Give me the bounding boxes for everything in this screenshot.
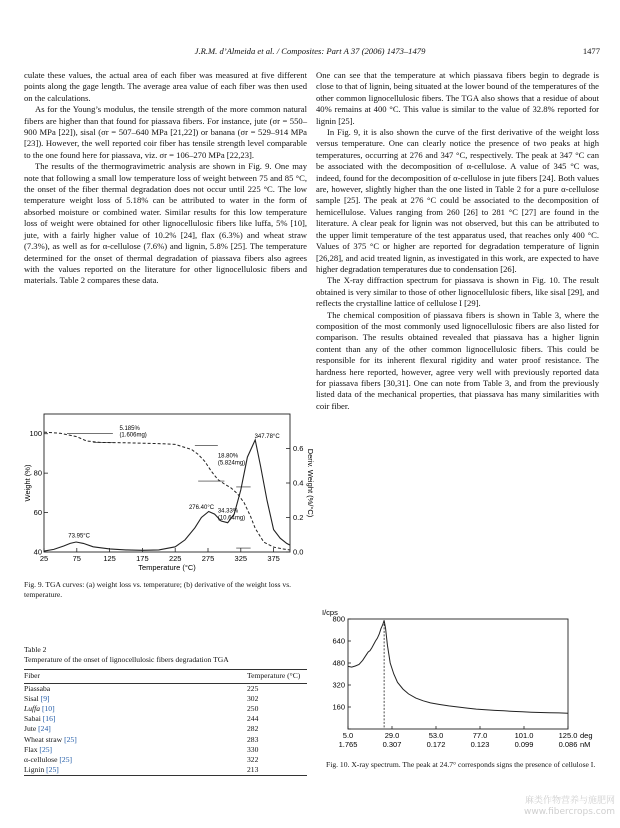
- watermark-line: 麻类作物营养与施肥网: [524, 796, 615, 806]
- cell-temperature: 213: [247, 765, 307, 776]
- table-2-grid: [24, 669, 307, 776]
- cell-fiber: [24, 765, 247, 776]
- x-tick-label: 125: [103, 554, 116, 563]
- y-tick-label: 100: [29, 429, 42, 439]
- column-header-temperature: Temperature (°C): [247, 670, 307, 683]
- paragraph: culate these values, the actual area of each fiber was measured at five different points along the gage length. The average area value of each fiber was then used on the calculations.: [24, 70, 307, 103]
- y2-tick-label: 0.6: [293, 444, 304, 453]
- page-number: 1477: [582, 46, 600, 56]
- paragraph: In Fig. 9, it is also shown the curve of the first derivative of the weight loss versus temperature. One can clearly notice the presence of two peaks at high temperatures, occurring at 276 and 347 °C, respectively. The peak at 347 °C can be associated with the decomposition of α-cellulose. A value of 345 °C was, indeed, found for the decomposition of α-cellulose in jute fibers [24]. Both values are, however, slightly higher than the one listed in Table 2 for a pure α-cellulose sample [25]. The peak at 276 °C could be associated to the decomposition of hemicellulose. Values ranging from 260 [26] to 281 °C [27] are found in the literature. A clear peak for lignin was not observed, but this can be attributed to the upper limit temperature of the test apparatus used, that reaches only 400 °C. Values of 375 °C or higher are reported for degradation temperature of lignin [26,28], and acid treated lignin, as investigated in this work, are expected to have higher degradation temperatures due to condensation [26].: [316, 127, 599, 274]
- y-axis-unit: I/cps: [322, 608, 338, 617]
- table-row: [24, 755, 307, 765]
- cell-fiber: [24, 714, 247, 724]
- annotation-label: 276.40°C: [188, 504, 215, 511]
- annotation-label: 34.33%: [217, 508, 239, 515]
- y-tick-label: 640: [332, 636, 345, 646]
- x-tick-label: 275: [201, 554, 215, 563]
- paragraph: The chemical composition of piassava fibers is shown in Table 3, where the composition of the most commonly used lignocellulosic fibers are also listed for comparison. The results obtained revealed that piassava has a higher lignin content than any of the other common lignocellulosic fibers. This could be responsible for its inherent flexural rigidity and water proof resistance. The hardness here reported, however, agree very well with previously reported data for piassava fibers [30,31]. One can note from Table 3, and from the previously listed data of the mechanical properties, that piassava has many similarities with coir fiber.: [316, 309, 599, 411]
- fiber-name: Sabai: [24, 714, 41, 724]
- cell-temperature: 283: [247, 734, 259, 744]
- x-tick-label: 29.0: [384, 731, 400, 740]
- x-tick-label: 375: [267, 554, 280, 563]
- figure-10-caption: Fig. 10. X-ray spectrum. The peak at 24.7° corresponds signs the presence of cellulose I.: [326, 760, 596, 769]
- nm-tick-label: 0.307: [382, 740, 402, 749]
- table-row: [24, 765, 307, 776]
- table-title: Temperature of the onset of lignocellulosic fibers degradation TGA: [24, 655, 229, 665]
- y-tick-label: 160: [332, 702, 345, 712]
- cell-temperature: 302: [247, 693, 259, 703]
- annotation-label: (10.64mg): [217, 515, 246, 522]
- x-axis-unit-deg: deg: [580, 731, 593, 740]
- paragraph: One can see that the temperature at which piassava fibers begin to degrade is close to that of lignin, being situated at the lower bound of the temperatures of the other common lignocellulosic fibers. The TGA also shows that a residue of about 40% remains at 400 °C. This value is similar to the value of 32.8% reported for lignin [25].: [316, 70, 599, 126]
- cell-temperature: 322: [247, 755, 259, 765]
- citation-link[interactable]: [25]: [62, 734, 77, 744]
- table-row: [24, 714, 307, 724]
- journal-citation: J.R.M. d’Almeida et al. / Composites: Part A 37 (2006) 1473–1479: [194, 46, 426, 56]
- y-tick-label: 480: [332, 658, 345, 668]
- figure-9-caption: Fig. 9. TGA curves: (a) weight loss vs. temperature; (b) derivative of the weight loss vs. temperature.: [24, 580, 292, 599]
- table-row: [24, 745, 307, 755]
- x-axis-label: Temperature (°C): [138, 563, 196, 572]
- plot-frame: [44, 414, 290, 552]
- y-tick-label: 80: [33, 468, 42, 478]
- fiber-name: Sisal: [24, 693, 39, 703]
- x-axis-unit-nm: nM: [580, 740, 591, 749]
- x-tick-label: 25: [39, 554, 49, 563]
- x-tick-label: 325: [234, 554, 248, 563]
- cell-fiber: [24, 683, 247, 694]
- figure-9-tga-chart: [23, 402, 315, 572]
- annotation-label: 5.185%: [119, 425, 140, 432]
- paragraph: The results of the thermogravimetric analysis are shown in Fig. 9. One may note that following a small low temperature loss of weight between 75 and 85 °C, the onset of the fiber thermal degradation does not occur until 225 °C. The low temperature weight loss of 5.18% can be attributed to water in the form of absorbed moisture or combined water. Similar results for this low temperature loss of weight were obtained for other lignocellulosic fibers like luffa, 5% [10], jute, with a fairly higher value of 10.2% [24], flax (6.3%) and wheat straw (7.3%), as well as for α-cellulose (7.6%) and lignin, 5.8% [25]. The temperature determined for the onset of thermal degradation of piassava fibers also agrees with the values reported on the literature for other lignocellulosic fibers and materials. Table 2 compares these data.: [24, 161, 307, 286]
- table-row: [24, 735, 307, 745]
- x-tick-label: 5.0: [342, 731, 354, 740]
- citation-link[interactable]: [10]: [40, 704, 55, 714]
- left-column: [24, 70, 307, 287]
- x-tick-label: 225: [168, 554, 182, 563]
- citation-link[interactable]: [25]: [44, 765, 59, 775]
- paragraph: As for the Young’s modulus, the tensile strength of the more common natural fibers are higher than that found for piassava fibers. For instance, jute (σr = 550–900 MPa [22]), sisal (σr = 507–640 MPa [21,22]) or banana (σr = 529–914 MPa [23]). However, the well reported coir fiber has tensile strength level comparable to the one found here for piassava, viz. σr = 106–270 MPa [22,23].: [24, 104, 307, 160]
- cell-fiber: [24, 694, 247, 704]
- x-tick-label: 53.0: [428, 731, 444, 740]
- y2-axis-label: Deriv. Weight (%/°C): [306, 448, 315, 518]
- annotation-label: (5.824mg): [217, 460, 246, 467]
- x-tick-label: 77.0: [472, 731, 488, 740]
- nm-tick-label: 0.172: [426, 740, 446, 749]
- fiber-name: Piassaba: [24, 683, 51, 693]
- annotation-label: 73.95°C: [68, 533, 91, 540]
- watermark-line: www.fibercrops.com: [524, 807, 615, 817]
- citation-link[interactable]: [25]: [37, 744, 53, 754]
- column-header-fiber: Fiber: [24, 670, 247, 683]
- paragraph: The X-ray diffraction spectrum for piassava is shown in Fig. 10. The result obtained is very similar to those of other lignocellulosic fibers, like sisal [29], and reflects the crystalline lattice of cellulose I [29].: [316, 275, 599, 309]
- table-row: [24, 724, 307, 734]
- fiber-name: Flax: [24, 744, 38, 754]
- nm-tick-label: 0.123: [470, 740, 490, 749]
- x-tick-label: 75: [72, 554, 81, 563]
- cell-fiber: [24, 735, 247, 745]
- x-tick-label: 101.0: [514, 731, 534, 740]
- table-header-row: [24, 670, 307, 683]
- xray-intensity-line: [348, 620, 568, 713]
- table-2: [24, 645, 307, 776]
- y2-tick-label: 0.4: [293, 478, 304, 488]
- y2-tick-label: 0.2: [293, 513, 304, 522]
- fiber-name: Wheat straw: [24, 734, 63, 744]
- running-header: [20, 46, 600, 60]
- fiber-name: Lignin: [24, 765, 45, 775]
- citation-link[interactable]: [9]: [38, 693, 50, 703]
- fiber-name: α-cellulose: [24, 755, 58, 765]
- y-axis-label: Weight (%): [23, 464, 32, 502]
- watermark: [500, 796, 615, 818]
- right-column: [316, 70, 599, 412]
- citation-link[interactable]: [24]: [36, 724, 51, 734]
- figure-10-xray-chart: [318, 605, 608, 757]
- cell-temperature: 282: [247, 724, 259, 734]
- table-number: Table 2: [24, 645, 47, 654]
- annotation-label: (1.606mg): [119, 432, 147, 439]
- y-tick-label: 40: [33, 547, 42, 557]
- fiber-name: Jute: [24, 724, 37, 734]
- cell-temperature: 250: [247, 704, 259, 714]
- cell-temperature: 225: [247, 683, 259, 693]
- annotation-label: 18.80%: [217, 453, 239, 460]
- weight-loss-line: [44, 432, 290, 550]
- citation-link[interactable]: [25]: [57, 755, 73, 765]
- table-row: [24, 704, 307, 714]
- y-tick-label: 320: [332, 680, 345, 690]
- table-row: [24, 694, 307, 704]
- y2-tick-label: 0.0: [293, 547, 304, 557]
- cell-fiber: [24, 724, 247, 734]
- nm-tick-label: 0.099: [514, 740, 534, 749]
- x-tick-label: 125.0: [558, 731, 578, 740]
- citation-link[interactable]: [16]: [40, 714, 56, 724]
- y-tick-label: 800: [332, 614, 345, 624]
- cell-temperature: 244: [247, 714, 259, 724]
- cell-temperature: 330: [247, 744, 259, 754]
- y-tick-label: 60: [33, 508, 42, 518]
- table-row: [24, 683, 307, 694]
- cell-fiber: [24, 745, 247, 755]
- nm-tick-label: 1.765: [338, 740, 358, 749]
- cell-fiber: [24, 704, 247, 714]
- nm-tick-label: 0.086: [558, 740, 578, 749]
- x-tick-label: 175: [136, 554, 149, 563]
- fiber-name: Luffa: [24, 704, 41, 714]
- annotation-label: 347.78°C: [254, 434, 280, 441]
- cell-fiber: [24, 755, 247, 765]
